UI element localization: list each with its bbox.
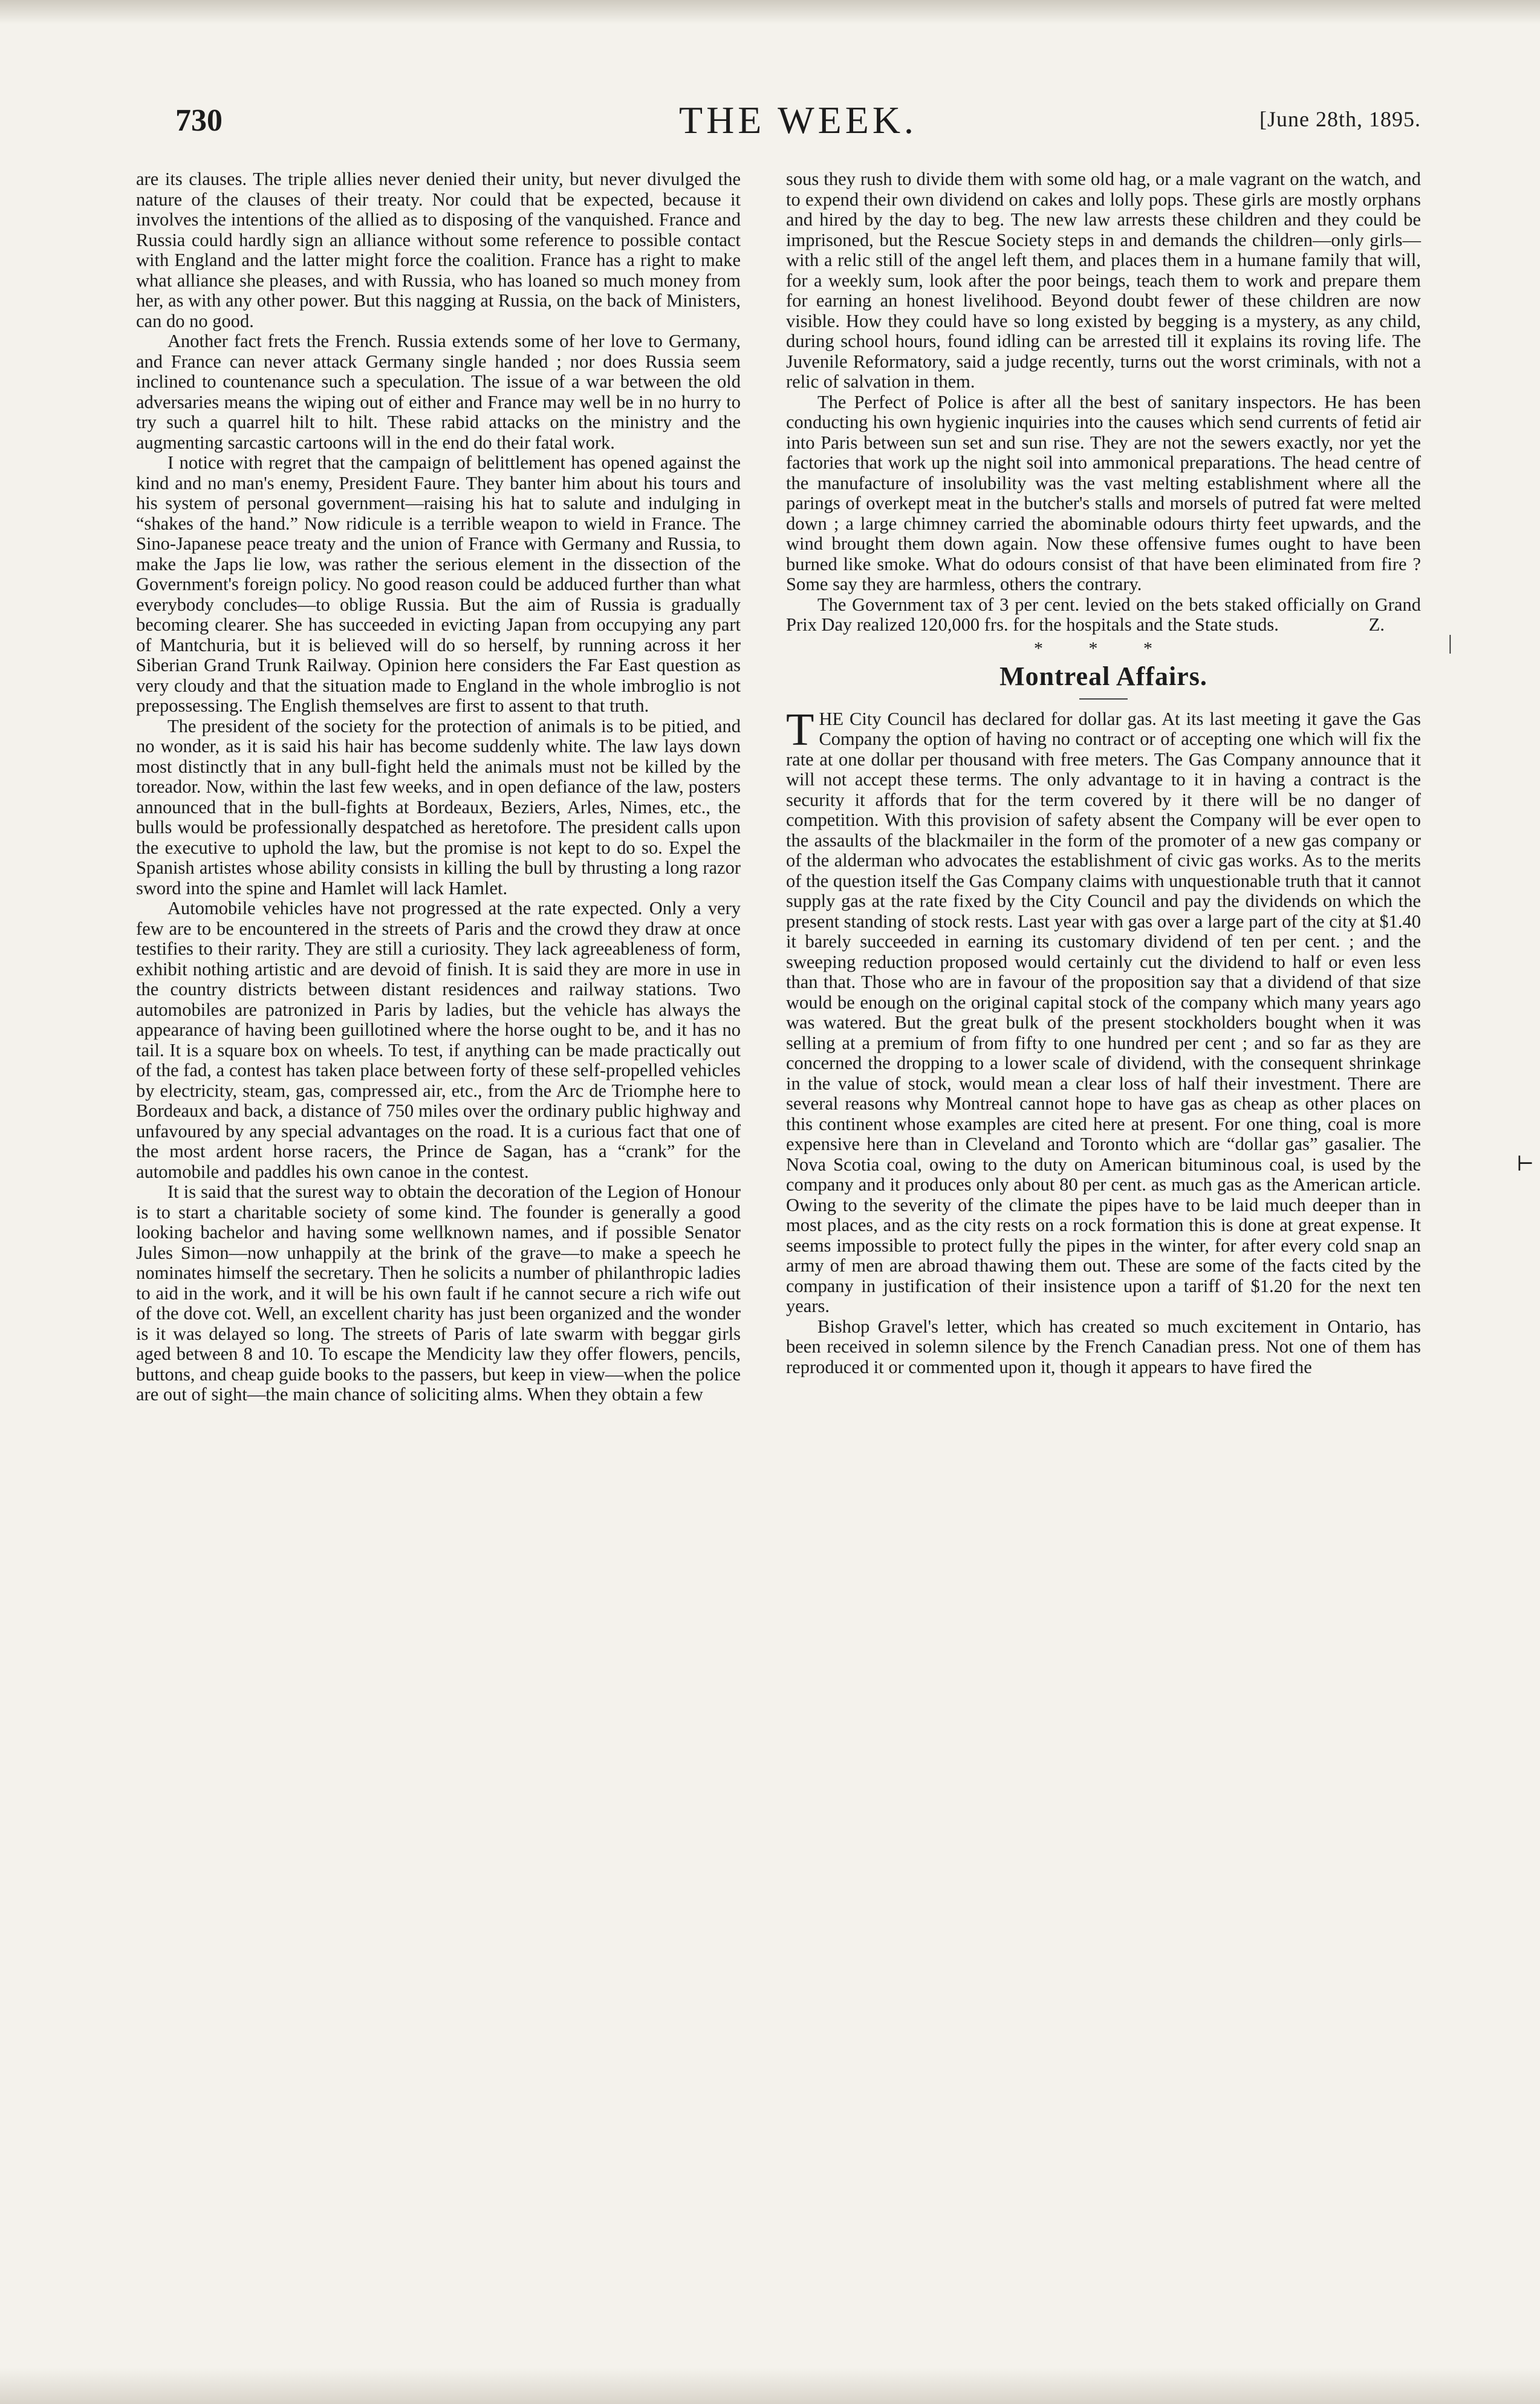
right-column [786,169,1421,1377]
page-header [175,99,1421,157]
paragraph-bull-fights: The president of the society for the protection of animals is to be pitied, and no wonder, as it is said his hair has become suddenly white. The law lays down most distinctly that in any bull-fight held the animals must not be killed by the toreador. Now, within the last few weeks, and in open defiance of the law, posters announced that in the bull-fights at Bordeaux, Beziers, Arles, Nimes, etc., the bulls would be professionally despatched as heretofore. The president calls upon the executive to uphold the law, but the promise is not kept to do so. Expel the Spanish artistes whose ability consists in killing the bull by thrusting a long razor sword into the spine and Hamlet will lack Hamlet. [136,715,741,898]
paragraph-automobiles: Automobile vehicles have not progressed at the rate expected. Only a very few are to be encountered in the streets of Paris and the crowd they draw at once testifies to their rarity. They are still a curiosity. They lack agreeableness of form, exhibit nothing artistic and are devoid of finish. It is said they are more in use in the country districts between distant residences and railway stations. Two automobiles are patronized in Paris by ladies, but the vehicle has always the appearance of having been guillotined where the horse ought to be, and it has no tail. It is a square box on wheels. To test, if anything can be made practically out of the fad, a contest has taken place between forty of these self-propelled vehicles by electricity, steam, gas, compressed air, etc., from the Arc de Triomphe here to Bordeaux and back, a distance of 750 miles over the ordinary public highway and unfavoured by any special advantages on the road. It is a curious fact that one of the most ardent horse racers, the Prince de Sagan, has a “crank” for the automobile and paddles his own canoe in the contest. [136,898,741,1182]
paragraph-city-council-gas [786,704,1421,1317]
gas-text: HE City Council has declared for dollar gas. At its last meeting it gave the Gas Company the option of having no contract or of accepting one which will fix the rate at one dollar per thousand with free meters. The Gas Company announce that it will not accept these terms. The only advantage to it in having a contract is the security it affords that for the term covered by it there will be no danger of competition. With this provision of safety absent the Company will be ever open to the assaults of the blackmailer in the form of the promoter of a new gas company or of the alderman who advocates the establishment of civic gas works. As to the merits of the question itself the Gas Company claims with unquestionable truth that it cannot supply gas at the rate fixed by the City Council and pay the dividends on which the present standing of stock rests. Last year with gas over a large part of the city at $1.40 it barely succeeded in earning its customary dividend of ten per cent. ; and the sweeping reduction proposed would certainly cut the dividend to half or even less than that. Those who are in favour of the proposition say that a dividend of that size would be enough on the original capital stock of the company which many years ago was watered. But the great bulk of the present stockholders bought when it was selling at a premium of from fifty to one hundred per cent ; and so far as they are concerned the dropping to a lower scale of dividend, with the consequent shrinkage in the value of stock, would mean a clear loss of half their investment. There are several reasons why Montreal cannot hope to have gas as cheap as other places on this continent whose examples are cited here at present. For one thing, coal is more expensive here than in Cleveland and Toronto which are “dollar gas” gasalier. The Nova Scotia coal, owing to the duty on American bituminous coal, is used by the company and it produces only about 80 per cent. as much gas as the American article. Owing to the severity of the climate the pipes have to be laid much deeper than in most places, and as the city rests on a rock formation this is done at great expense. It seems impossible to protect fully the pipes in the winter, for after every cold snap an army of men are abroad thawing them out. These are some of the facts cited by the company in justification of their insistence upon a tariff of $1.20 for the next ten years. [786,708,1421,1316]
journal-title: THE WEEK. [678,99,918,141]
paragraph-legion-of-honour: It is said that the surest way to obtain the decoration of the Legion of Honour is to start a charitable society of some kind. The founder is generally a good looking bachelor and having some wellknown names, and if possible Senator Jules Simon—now unhappily at the brink of the grave—to make a speech he nominates himself the secretary. Then he solicits a number of philanthropic ladies to aid in the work, and it will be his own fault if he cannot secure a rich wife out of the dove cot. Well, an excellent charity has just been organized and the wonder is it was delayed so long. The streets of Paris of late swarm with beggar girls aged between 8 and 10. To escape the Mendicity law they offer flowers, pencils, buttons, and cheap guide books to the passers, but keep in view—when the police are out of sight—the main chance of soliciting alms. When they obtain a few [136,1181,741,1405]
page-number: 730 [175,103,223,138]
page-top-edge [0,0,1540,24]
author-signature: Z. [1368,614,1385,635]
tax-text: The Government tax of 3 per cent. levied on the bets staked officially on Grand Prix Day realized 120,000 frs. for the hospitals and the State studs. [786,594,1421,635]
section-asterism: * * * [1034,638,1173,658]
paragraph-sanitary: The Perfect of Police is after all the best of sanitary inspectors. He has been conducting his own hygienic inquiries into the causes which send currents of fetid air into Paris between sun set and sun rise. They are not the sewers exactly, nor yet the factories that work up the night soil into ammonical preparations. The head centre of the manufacture of insolubility was the vast melting establishment where all the parings of overkept meat in the butcher's stalls and morsels of putred fat were melted down ; a large chimney carried the abominable odours thirty feet upwards, and the wind brought them down again. Now these offensive fumes ought to have been burned like smoke. What do odours consist of that have been eliminated from fire ? Some say they are harmless, others the contrary. [786,391,1421,594]
paragraph-president-faure: I notice with regret that the campaign of belittlement has opened against the kind and no man's enemy, President Faure. They banter him about his tours and his system of personal government—raising his hat to salute and indulging in “shakes of the hand.” Now ridicule is a terrible weapon to wield in France. The Sino-Japanese peace treaty and the union of France with Germany and Russia, to make the Japs lie low, was rather the serious element in the dissection of the Government's foreign policy. No good reason could be adduced further than what everybody concludes—to oblige Russia. But the aim of Russia is gradually becoming clearer. She has succeeded in evicting Japan from occupying any part of Mantchuria, but it is believed will do so herself, by running across it her Siberian Grand Trunk Railway. Opinion here considers the Far East question as very cloudy and that the situation made to England in the whole imbroglio is not prepossessing. The English themselves are first to assent to that truth. [136,452,741,716]
page-bottom-edge [0,2368,1540,2404]
section-title: Montreal Affairs. [999,661,1207,691]
paragraph-grand-prix-tax [786,595,1421,635]
section-divider [1079,698,1128,700]
margin-bracket-mark: | [1448,632,1452,654]
drop-cap: T [786,704,814,755]
paragraph-alliance-clauses: are its clauses. The triple allies never denied their unity, but never divulged the nature of the clauses of their treaty. Nor could that be expected, because it involves the intentions of the allied as to disposing of the vanquished. France and Russia could hardly sign an alliance without some reference to possible contact with England and the latter might force the coalition. France has a right to make what alliance she pleases, and with Russia, who has loaned so much money from her, as with any other power. But this nagging at Russia, on the back of Ministers, can do no good. [136,169,741,331]
left-column [136,169,741,1405]
paragraph-russia-germany: Another fact frets the French. Russia extends some of her love to Germany, and France can never attack Germany single handed ; nor does Russia seem inclined to countenance such a speculation. The issue of a war between the old adversaries means the wiping out of either and France may well be in no hurry to try such a quarrel hilt to hilt. These rabid attacks on the ministry and the augmenting sarcastic cartoons will in the end do their fatal work. [136,331,741,453]
margin-arrow-mark: ⊢ [1516,1153,1535,1175]
paragraph-bishop-gravel: Bishop Gravel's letter, which has created so much excitement in Ontario, has been received in solemn silence by the French Canadian press. Not one of them has reproduced it or commented upon it, though it appears to have fired the [786,1316,1421,1377]
paragraph-beggar-girls: sous they rush to divide them with some old hag, or a male vagrant on the watch, and to expend their own dividend on cakes and lolly pops. These girls are mostly orphans and hired by the day to beg. The new law arrests these children and they could be imprisoned, but the Rescue Society steps in and demands the children—only girls—with a relic still of the angel left them, and places them in a humane family that will, for a weekly sum, look after the poor beings, teach them to work and prepare them for earning an honest livelihood. Beyond doubt fewer of these children are now visible. How they could have so long existed by begging is a mystery, as any child, during school hours, found idling can be arrested till it explains its roving life. The Juvenile Reformatory, said a judge recently, turns out the worst criminals, with not a relic of salvation in them. [786,169,1421,392]
issue-date: [June 28th, 1895. [1259,107,1421,131]
